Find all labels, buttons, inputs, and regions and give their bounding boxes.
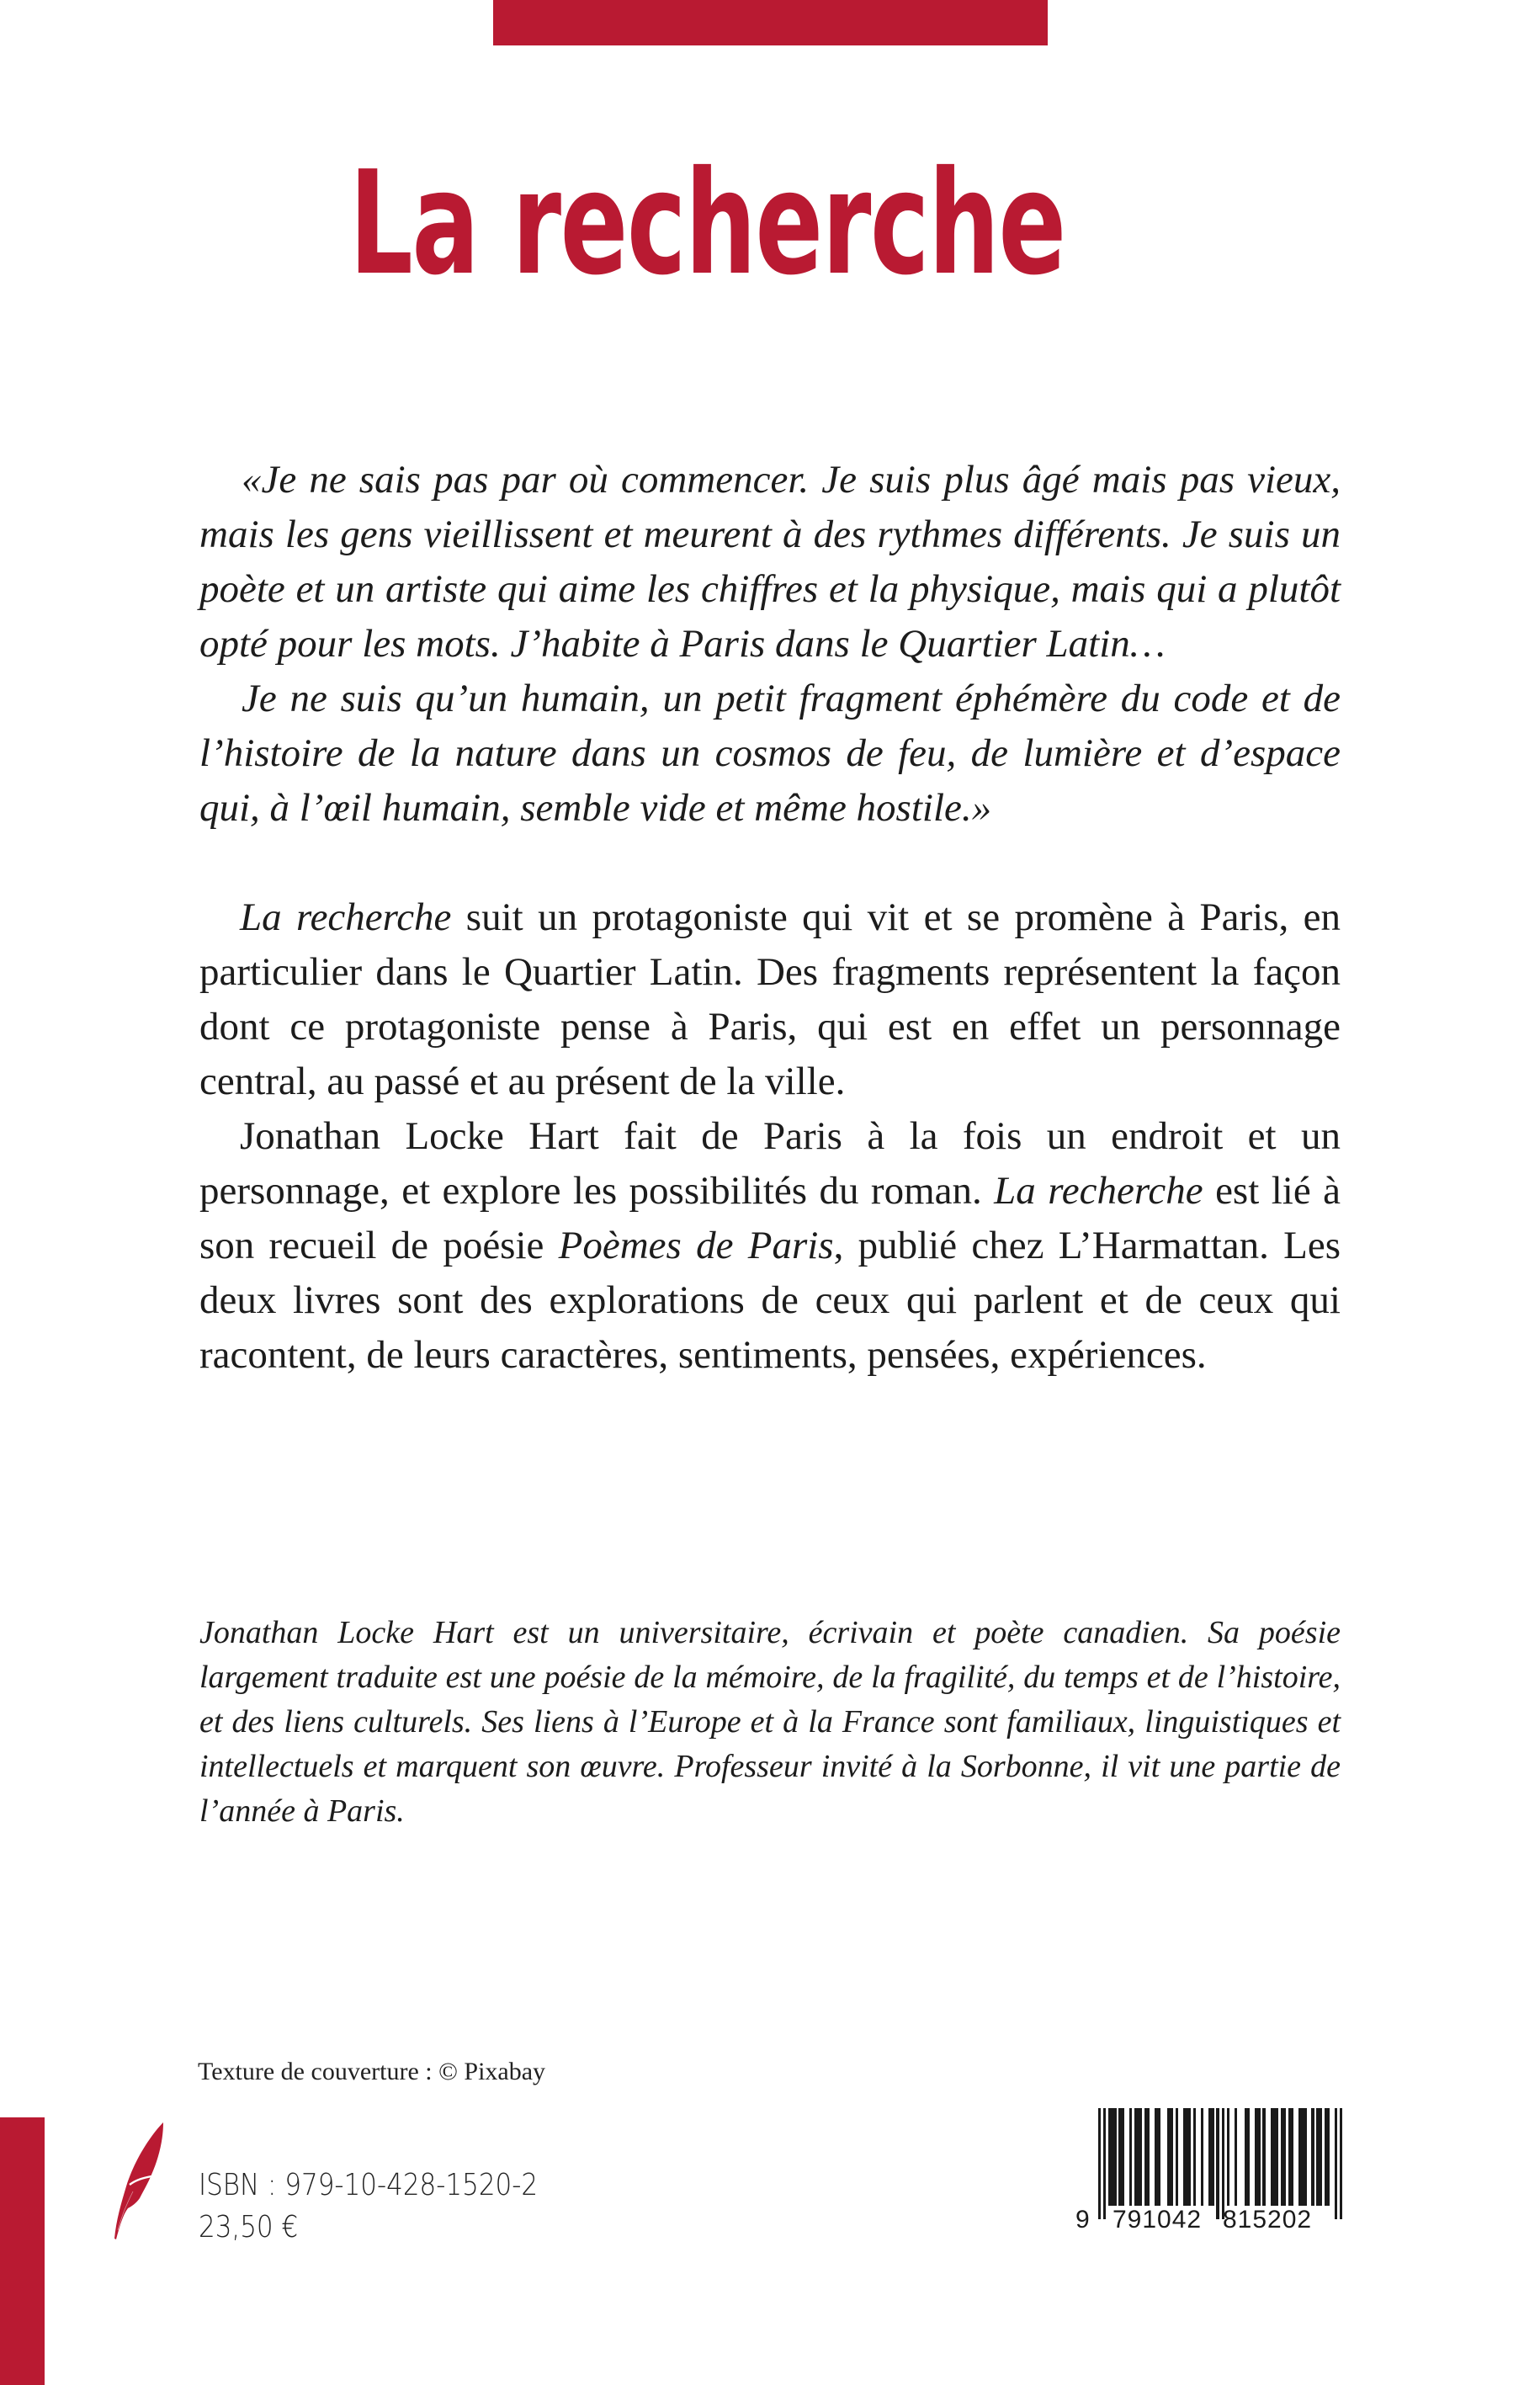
- author-bio: [199, 1611, 1341, 1834]
- barcode-bar: [1139, 2108, 1142, 2206]
- barcode-bars: [1098, 2108, 1342, 2219]
- barcode-bar: [1113, 2108, 1116, 2206]
- top-accent-bar: [493, 0, 1048, 45]
- barcode-bar: [1103, 2108, 1106, 2219]
- barcode-bar: [1311, 2108, 1314, 2206]
- author-bio-text: Jonathan Locke Hart est un universitaire, écrivain et poète canadien. Sa poésie largement traduite est une poésie de la mémoire, de la fragilité, du temps et de l’histoire, et des liens culturels. Ses liens à l’Europe et à la France sont familiaux, linguistiques et intellectuels et marquent son œuvre. Professeur invité à la Sorbonne, il vit une partie de l’année à Paris.: [199, 1615, 1341, 1829]
- barcode-bar: [1201, 2108, 1203, 2206]
- summary-paragraph: [199, 890, 1341, 1109]
- quote-paragraph: «Je ne sais pas par où commencer. Je suis plus âgé mais pas vieux, mais les gens vieillissent et meurent à des rythmes différents. Je suis un poète et un artiste qui aime les chiffres et la physique, mais qui a plutôt opté pour les mots. J’habite à Paris dans le Quartier Latin…: [199, 458, 1341, 666]
- title-reference: La recherche: [994, 1169, 1203, 1213]
- barcode-bar: [1340, 2108, 1342, 2219]
- price: 23,50 €: [199, 2210, 299, 2244]
- barcode-bar: [1304, 2108, 1306, 2206]
- summary-text: , publié chez L’Harmattan. Les deux livres sont des explorations de ceux qui parlent et de ceux qui racontent, de leurs caractères, sentiments, pensées, expériences.: [199, 1224, 1341, 1377]
- barcode-bar: [1247, 2108, 1250, 2206]
- side-accent-strip: [0, 2117, 45, 2385]
- isbn-number: ISBN : 979-10-428-1520-2: [199, 2168, 539, 2202]
- barcode-bar: [1193, 2108, 1196, 2206]
- barcode-bar: [1335, 2108, 1337, 2219]
- barcode-bar: [1320, 2108, 1322, 2206]
- barcode-bar: [1327, 2108, 1330, 2206]
- related-book-title: Poèmes de Paris: [558, 1224, 834, 1267]
- author-quote: [199, 453, 1341, 836]
- book-summary: [199, 890, 1341, 1383]
- summary-text: est lié à son recueil de poésie: [199, 1169, 1341, 1267]
- barcode-bar: [1147, 2108, 1150, 2206]
- title-reference: La recherche: [240, 895, 452, 939]
- summary-text: Jonathan Locke Hart fait de Paris à la fois un endroit et un personnage, et explore les possibilités du roman.: [199, 1114, 1341, 1213]
- barcode-bar: [1276, 2108, 1278, 2206]
- feather-icon: [111, 2121, 167, 2240]
- barcode-digits-right: 815202: [1223, 2206, 1313, 2234]
- book-title: La recherche: [349, 141, 1065, 307]
- barcode-bar: [1211, 2108, 1213, 2206]
- barcode-bar: [1235, 2108, 1237, 2206]
- barcode-bar: [1216, 2108, 1219, 2219]
- isbn-price-block: [199, 2165, 593, 2249]
- barcode-bar: [1170, 2108, 1172, 2206]
- barcode-bar: [1129, 2108, 1132, 2206]
- summary-text: suit un protagoniste qui vit et se promène à Paris, en particulier dans le Quartier Latin. Des fragments représentent la façon dont ce protagoniste pense à Paris, qui est en effet un personnage central, au passé et au présent de la ville.: [199, 895, 1341, 1103]
- barcode-bar: [1262, 2108, 1265, 2206]
- barcode-bar: [1222, 2108, 1224, 2219]
- barcode-digits-left: 791042: [1113, 2206, 1203, 2234]
- barcode-digit-first: 9: [1075, 2206, 1090, 2234]
- barcode-bar: [1188, 2108, 1191, 2206]
- barcode-bar: [1157, 2108, 1160, 2206]
- cover-texture-credit: Texture de couverture : © Pixabay: [198, 2058, 546, 2085]
- barcode-bar: [1121, 2108, 1123, 2206]
- barcode-bar: [1291, 2108, 1293, 2206]
- barcode-bar: [1227, 2108, 1229, 2206]
- quote-paragraph: Je ne suis qu’un humain, un petit fragment éphémère du code et de l’histoire de la nature dans un cosmos de feu, de lumière et d’espace qui, à l’œil humain, semble vide et même hostile.»: [199, 677, 1341, 830]
- summary-paragraph: [199, 1109, 1341, 1383]
- barcode-bar: [1176, 2108, 1178, 2206]
- barcode-bar: [1283, 2108, 1286, 2206]
- ean-barcode: [1075, 2108, 1345, 2234]
- barcode-bar: [1098, 2108, 1101, 2219]
- barcode-bar: [1257, 2108, 1260, 2206]
